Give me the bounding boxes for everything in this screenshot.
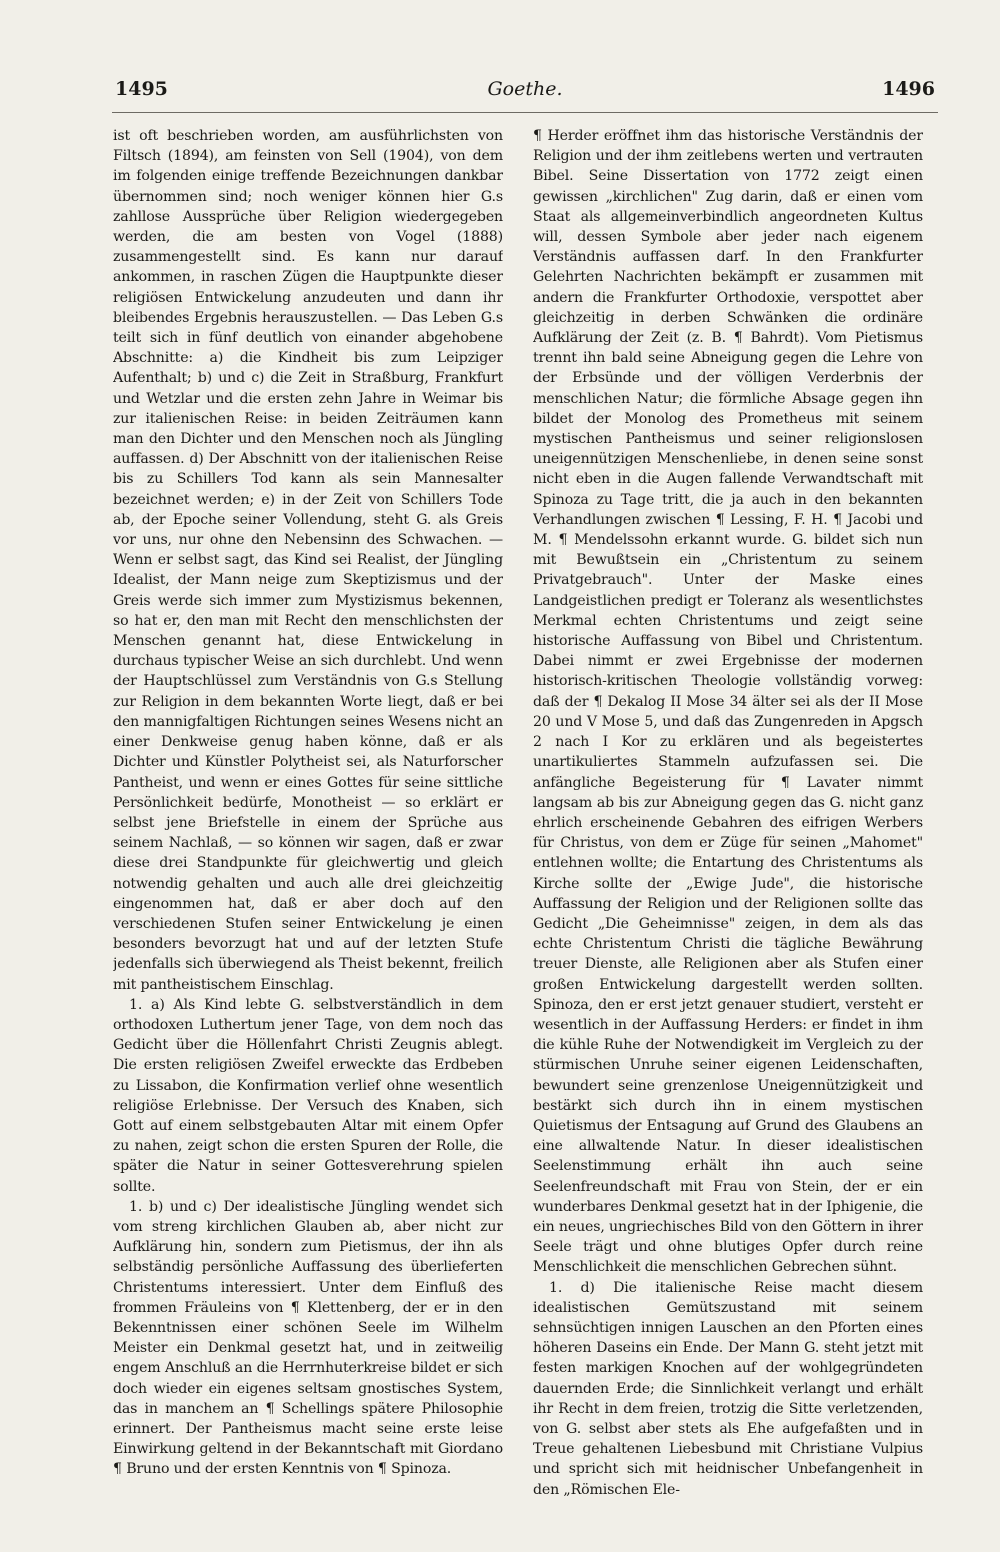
page-number-left: 1495 — [115, 78, 168, 100]
left-column — [113, 126, 503, 1526]
page-header — [115, 78, 935, 110]
right-column — [533, 126, 923, 1526]
right-paragraph-italy: 1. d) Die italienische Reise macht diesem idealistischen Gemütszustand mit seinem sehnsüchtigen innigen Lauschen an den Pforten eines höheren Daseins ein Ende. Der Mann G. steht jetzt mit festen markigen Knochen auf der wohlgegründeten dauernden Erde; die Sinnlichkeit verlangt und erhält ihr Recht in dem freien, trotzig die Sitte verletzenden, von G. selbst aber stets als Ehe aufgefaßten und in Treue gehaltenen Liebesbund mit Christiane Vulpius und spricht sich mit heidnischer Unbefangenheit in den „Römischen Ele- — [533, 1279, 923, 1498]
page-number-right: 1496 — [882, 78, 935, 100]
left-paragraph-intro: ist oft beschrieben worden, am ausführlichsten von Filtsch (1894), am feinsten von Sell (1904), von dem im folgenden einige treffende Bezeichnungen dankbar übernommen sind; noch weniger können hier G.s zahllose Aussprüche über Religion wiedergegeben werden, die am besten von Vogel (1888) zusammengestellt sind. Es kann nur darauf ankommen, in raschen Zügen die Hauptpunkte dieser religiösen Entwickelung anzudeuten und dann ihr bleibendes Ergebnis herauszustellen. — Das Leben G.s teilt sich in fünf deutlich von einander abgehobene Abschnitte: a) die Kindheit bis zum Leipziger Aufenthalt; b) und c) die Zeit in Straßburg, Frankfurt und Wetzlar und die ersten zehn Jahre in Weimar bis zur italienischen Reise: in beiden Zeiträumen kann man den Dichter und den Menschen noch als Jüngling auffassen. d) Der Abschnitt von der italienischen Reise bis zu Schillers Tod kann als sein Mannesalter bezeichnet werden; e) in der Zeit von Schillers Tode ab, der Epoche seiner Vollendung, steht G. als Greis vor uns, nur ohne den Nebensinn des Schwachen. — Wenn er selbst sagt, das Kind sei Realist, der Jüngling Idealist, der Mann neige zum Skeptizismus und der Greis werde sich immer zum Mystizismus bekennen, so hat er, den man mit Recht den menschlichsten der Menschen genannt hat, diese Entwickelung in durchaus typischer Weise an sich durchlebt. Und wenn der Hauptschlüssel zum Verständnis von G.s Stellung zur Religion in dem bekannten Worte liegt, daß er bei den mannigfaltigen Richtungen seines Wesens nicht an einer Denkweise genug haben könne, daß er als Dichter und Künstler Polytheist sei, als Naturforscher Pantheist, und wenn er eines Gottes für seine sittliche Persönlichkeit bedürfe, Monotheist — so erklärt er selbst jene Briefstelle in einem der Sprüche aus seinem Nachlaß, — so können wir sagen, daß er zwar diese drei Standpunkte für gleichwertig und gleich notwendig gehalten und auch alle drei gleichzeitig eingenommen hat, daß er aber doch auf den verschiedenen Stufen seiner Entwickelung je einen besonders bevorzugt hat und auf der letzten Stufe jedenfalls sich überwiegend als Theist bekennt, freilich mit pantheistischem Einschlag. — [113, 128, 503, 993]
header-rule — [112, 112, 938, 113]
right-paragraph-herder: ¶ Herder eröffnet ihm das historische Verständnis der Religion und der ihm zeitlebens werten und vertrauten Bibel. Seine Dissertation von 1772 zeigt einen gewissen „kirchlichen" Zug darin, daß er einen vom Staat als allgemeinverbindlich angeordneten Kultus will, dessen Symbole aber jeder nach eigenem Verständnis auffassen darf. In den Frankfurter Gelehrten Nachrichten bekämpft er zusammen mit andern die Frankfurter Orthodoxie, verspottet aber gleichzeitig in derben Schwänken die ordinäre Aufklärung der Zeit (z. B. ¶ Bahrdt). Vom Pietismus trennt ihn bald seine Abneigung gegen die Lehre von der Erbsünde und der völligen Verderbnis der menschlichen Natur; die förmliche Absage gegen ihn bildet der Monolog des Prometheus mit seinem mystischen Pantheismus und seiner religionslosen uneigennützigen Menschenliebe, in denen seine sonst nicht eben in die Augen fallende Verwandtschaft mit Spinoza zu Tage tritt, die ja auch in den bekannten Verhandlungen zwischen ¶ Lessing, F. H. ¶ Jacobi und M. ¶ Mendelssohn erkannt wurde. G. bildet sich nun mit Bewußtsein ein „Christentum zu seinem Privatgebrauch". Unter der Maske eines Landgeistlichen predigt er Toleranz als wesentlichstes Merkmal echten Christentums und zeigt seine historische Auffassung von Bibel und Christentum. Dabei nimmt er zwei Ergebnisse der modernen historisch-kritischen Theologie vollständig vorweg: daß der ¶ Dekalog II Mose 34 älter sei als der II Mose 20 und V Mose 5, und daß das Zungenreden in Apgsch 2 nach I Kor zu erklären und als begeistertes unartikuliertes Stammeln aufzufassen sei. Die anfängliche Begeisterung für ¶ Lavater nimmt langsam ab bis zur Abneigung gegen das G. nicht ganz ehrlich erscheinende Gebahren des eifrigen Werbers für Christus, von dem er Züge für seinen „Mahomet" entlehnen wollte; die Entartung des Christentums als Kirche sollte der „Ewige Jude", die historische Auffassung der Religion und der Religionen sollte das Gedicht „Die Geheimnisse" zeigen, in dem als das echte Christentum Christi die tägliche Bewährung treuer Dienste, alle Religionen aber als Stufen einer großen Entwickelung dargestellt werden sollten. Spinoza, den er erst jetzt genauer studiert, versteht er wesentlich in der Auffassung Herders: er findet in ihm die kühle Ruhe der Notwendigkeit im Vergleich zu der stürmischen Unruhe seiner eigenen Leidenschaften, bewundert seine grenzenlose Uneigennützigkeit und bestärkt sich durch ihn in einem mystischen Quietismus der Entsagung auf Grund des Glaubens an eine allwaltende Natur. In dieser idealistischen Seelenstimmung erhält ihn auch seine Seelenfreundschaft mit Frau von Stein, der er ein wunderbares Denkmal gesetzt hat in der Iphigenie, die ein neues, ungriechisches Bild von den Göttern in ihrer Seele trägt und ohne blutiges Opfer durch reine Menschlichkeit die menschlichen Gebrechen sühnt. — [533, 128, 923, 1276]
left-paragraph-youth: 1. b) und c) Der idealistische Jüngling wendet sich vom streng kirchlichen Glauben ab, aber nicht zur Aufklärung hin, sondern zum Pietismus, der ihn als selbständig persönliche Auffassung des überlieferten Christentums interessiert. Unter dem Einfluß des frommen Fräuleins von ¶ Klettenberg, der er in den Bekenntnissen einer schönen Seele im Wilhelm Meister ein Denkmal gesetzt hat, und in zeitweilig engem Anschluß an die Herrnhuterkreise bildet er sich doch wieder ein eigenes seltsam gnostisches System, das in manchem an ¶ Schellings spätere Philosophie erinnert. Der Pantheismus macht seine erste leise Einwirkung geltend in der Bekanntschaft mit Giordano ¶ Bruno und der ersten Kenntnis von ¶ Spinoza. — [113, 1198, 503, 1478]
left-paragraph-childhood: 1. a) Als Kind lebte G. selbstverständlich in dem orthodoxen Luthertum jener Tage, von dem noch das Gedicht über die Höllenfahrt Christi Zeugnis ablegt. Die ersten religiösen Zweifel erweckte das Erdbeben zu Lissabon, die Konfirmation verlief ohne wesentlich religiöse Erlebnisse. Der Versuch des Knaben, sich Gott auf einem selbstgebauten Altar mit einem Opfer zu nahen, zeigt schon die ersten Spuren der Rolle, die später die Natur in seiner Gottesverehrung spielen sollte. — [113, 996, 503, 1195]
running-head: Goethe. — [487, 78, 563, 100]
